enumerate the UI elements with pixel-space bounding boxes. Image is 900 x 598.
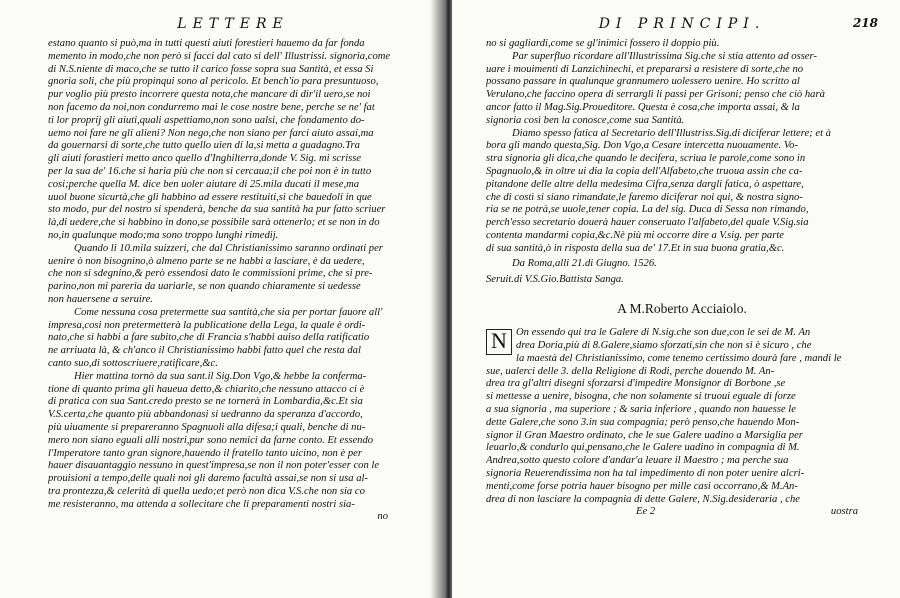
text-line: che di costì si siano rimandate,le faremo diciferar noi qui, & nostra signo- [486,191,803,203]
text-line: uemo noi fare ne gli alieni? Non nego,che non siano per farci aiuto assai,ma [48,127,374,139]
text-line: impresa,cosi non pretermetterà la publicatione della Lega, la quale è ordi- [48,319,366,331]
text-line: tra prontezza,& celerità di quella uedo;et però non dica V.S.che non sia co [48,485,365,497]
text-line: stra signoria gli dica,che quando le decifera, scriua le parole,come sono in [486,153,806,165]
right-running-head [486,16,878,34]
drop-cap: N [486,329,512,355]
text-line: drea Doria,più di 8.Galere,siamo sforzati,sin che non si è sicuro , che [516,339,812,351]
text-line: gnoria soli, che più propinqui sono al pericolo. Et bench'io para presuntuoso, [48,76,379,88]
text-line: bora gli mando questa,Sig. Don Vgo,a Cesare intercetta nuouamente. Vo- [486,140,798,152]
text-line: signor il Gran Maestro ordinato, che le sue Galere uadino a Marsiglia per [486,429,803,441]
text-line: la maestà del Christianissimo, come tenemo certissimo dourà fare , mandi le [516,352,842,364]
letter-signature: Seruit.di V.S.Gio.Battista Sanga. [486,274,624,286]
text-line: signoria così ben la conosce,come sua Santità. [486,114,685,126]
text-line: gli aiuti forastieri metto anco quello d'Inghilterra,donde V. Sig. mi scrisse [48,153,362,165]
text-line: Spagnuolo,& in oltre ui dia la copia dell'Alfabeto,che truoua assin che ca- [486,165,803,177]
text-line: no,in qualunque modo;ma sono troppo lunghi rimedij. [48,229,279,241]
text-line: prouisioni a tempo,delle quali noi gli daremo facultà assai,se non si usa al- [48,473,368,485]
letter-date: Da Roma,alli 21.di Giugno. 1526. [512,257,657,269]
left-catchword: no [377,511,388,523]
text-line: l'Imperatore tanto gran signore,hauendo il fratello tanto uicino, non è per [48,447,362,459]
text-line: canto suo,di sottoscriuere,ratificare,&c. [48,357,218,369]
text-line: cosi;perche quella M. dice ben uoler aiutare di 25.mila ducati il mese,ma [48,178,360,190]
text-line: pitandone delle altre della medesima Cifra,senza dargli fatica, ò aspettare, [486,178,804,190]
text-line: sto modo, pur del nostro si spenderà, benche da sua santità ha pur fatto scriuer [48,204,386,216]
text-line: possano passare in qualunque grannumero uolessero uenire. Ho scritto al [486,76,800,88]
text-line: estano quanto si può,ma in tutti questi aiuti forestieri hauemo da far fonda [48,38,365,49]
text-line: non facemo da noi,non condurremo mai le cose nostre bene, perche se ne' fat [48,101,375,113]
left-page [0,0,446,598]
left-body-text [48,38,418,511]
text-line: tione di quanto prima gli haueua detto,& chiarito,che nessuno attacco ci è [48,383,365,395]
text-line: Andrea,sotto questo colore d'andar'a leuare il Maestro ; ma perche sua [486,455,789,467]
text-line: Come nessuna cosa pretermette sua santità,che sia per portar fauore all' [74,306,383,318]
text-line: da gouernarsi di sorte,che tutto quello uien di la,si metta a guadagno.Tra [48,140,360,152]
text-line: pur voglio più presto incorrere questa nota,che mancare di dir'il uero,se noi [48,89,371,101]
text-line: ancor fatto il Mag.Sig.Proueditore. Questa è cosa,che importa assai, & la [486,101,800,113]
text-line: leuarlo,& condurlo qui,pensano,che le Galere uadino in compagnia di M. [486,442,800,454]
text-line: contenta mandarmi copia,&c.Nè più mi occorre dire a V.sig. per parte [486,229,784,241]
text-line: drea di non lasciare la compagnia di dette Galere, N.Sig.desideraria , che [486,493,800,505]
text-line: On essendo qui tra le Galere di N.sig.che son due,con le sei de M. An [516,327,811,339]
text-line: a sua signoria , ma superiore ; & saria inferiore , quando non hauesse le [486,403,796,415]
left-running-head: LETTERE [177,16,289,32]
text-line: ria se ne potrà,se uuole,tener copia. La del sig. Duca di Sessa non rimando, [486,204,809,216]
text-line: Diamo spesso fatica al Secretario dell'Illustriss.Sig.di diciferar lettere; et à [512,127,831,139]
text-line: memento in modo,che non però si facci dal cato si dell' Illustrissi. signoria,come [48,50,391,62]
text-line: più uiuamente si prepareranno Spagnuoli alla difesa;i quali, benche di nu- [48,421,366,433]
text-line: V.S.certa,che quanto più abbandonasi si uedranno da speranza d'accordo, [48,409,363,421]
letter-heading: A M.Roberto Acciaiolo. [617,301,747,317]
text-line: perch'esso secretario douerà hauer conseruato l'alfabeto,del quale V.Sig.sia [486,217,809,229]
text-line: hauer disauantaggio nessuno in quest'impresa,se non il non poter'esser con le [48,460,380,472]
right-body-text [486,38,878,256]
text-line: là,di uedere,che si habbino in dono,se possibile sarà ottenerlo; et se non in do [48,217,380,229]
page-number: 218 [852,16,878,30]
text-line: non hauersene a seruire. [48,293,153,305]
text-line: drea tra gl'altri disegni sforzarsi d'impedire Monsignor di Borbone ,se [486,378,786,390]
right-catchword: uostra [830,506,858,518]
text-line: ne arriuata là, & ch'anco il Christianissimo habbi fatto quel che resta dal [48,345,361,357]
text-line: che non si sdegnino,& però essendosi dato le commissioni prime, che si pre- [48,268,373,280]
text-line: no si gagliardi,come se gl'inimici fossero il doppio più. [486,38,720,49]
text-line: per la sua de' 16.che si haria più che non si cercaua;il che poi non è in tutto [48,165,372,177]
text-line: mero non siano eguali alli nostri,pur sono nemici da farne conto. Et essendo [48,434,374,446]
text-line: di pratica con sua Sant.credo presto se ne tornerà in Lombardia,&c.Et sia [48,396,363,408]
text-line: sue, ualerci delle 3. della Religione di Rodi, perche douendo M. An- [486,365,775,377]
second-letter-body [486,327,878,506]
text-line: signoria Reuerendissima non ha tal impedimento di non poter uenire alcri- [486,467,805,479]
text-line: parino,non mi pareria da uariarle, se non quando chiaramente si uedesse [48,281,361,293]
text-line: nato,che si habbi a fare subito,che di Francia s'habbi auiso della ratificatio [48,332,370,344]
right-running-head-title: DI PRINCIPI. [598,16,766,32]
signature-mark: Ee 2 [636,506,656,518]
text-line: dette Galere,che sono 3.in sua compagnia; però penso,che hauendo Mon- [486,416,800,428]
text-line: me resisteranno, ma attenda a sollecitare che li preparamenti nostri sia- [48,498,355,510]
text-line: uuol buone sicurtà,che gli habbino ad essere restituiti,si che bauedoli in que [48,191,372,203]
text-line: uenire ò non bisognino,ò almeno parte se ne habbi a lasciare, è da uedere, [48,255,365,267]
text-line: Verulano,che faccino opera di serrargli li passi per Grisoni; penso che ciò harà [486,89,825,101]
text-line: menti,come forse potria hauer bisogno per mille casi occorrano,& M.An- [486,480,798,492]
text-line: di N.S.niente di maco,che se tutto il carico fosse sopra sua Santità, et essa Si [48,63,374,75]
text-line: Par superfluo ricordare all'Illustrissima Sig.che si stia attento ad osser- [512,50,817,62]
right-page [452,0,900,598]
text-line: ti lor proprij gli aiuti,quali aspettiamo,non sono ualsi, che fondamento do- [48,114,365,126]
text-line: di sua santità,ò in risposta della sua de' 17.Et in sua buona gratia,&c. [486,242,785,254]
text-line: si mettesse a uenire, bisogna, che non solamente si truoui eguale di forze [486,391,796,403]
text-line: Quando li 10.mila suizzeri, che dal Christianissimo saranno ordinati per [74,242,383,254]
text-line: Hier mattina tornò da sua sant.il Sig.Don Vgo,& hebbe la conferma- [74,370,367,382]
text-line: uare i mouimenti di Lanzichinechi, et prepararsi a resistere di sorte,che no [486,63,804,75]
